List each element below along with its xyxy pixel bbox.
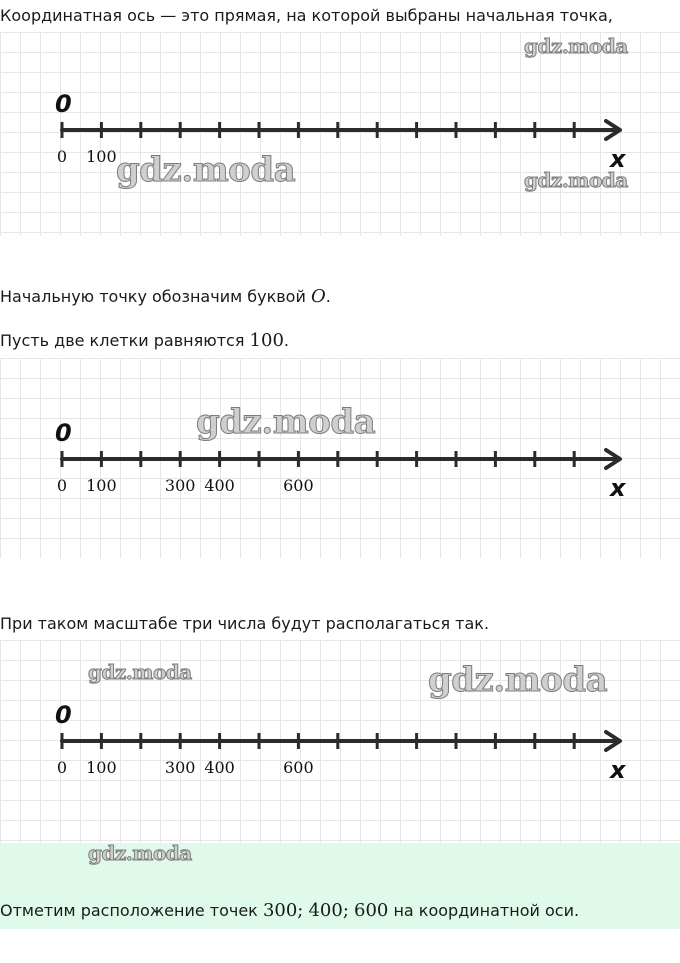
tick-label: 300 [164,758,196,777]
paragraph-text: Пусть две клетки равняются [0,331,245,350]
math-separator: ; [342,900,349,921]
watermark: gdz.moda [88,660,192,684]
watermark: gdz.moda [524,34,628,58]
watermark: gdz.moda [196,402,376,442]
paragraph-text: Начальную точку обозначим буквой [0,287,306,306]
watermark: gdz.moda [116,150,296,190]
paragraph-text: Отметим расположение точек [0,901,258,920]
watermark: gdz.moda [428,660,608,700]
tick-label: 100 [86,758,117,777]
watermark: gdz.moda [524,168,628,192]
punctuation: . [283,331,289,350]
tick-label: 600 [283,476,314,495]
math-letter-o: O [310,286,326,307]
axis-letter-x: x [610,474,626,502]
paragraph-origin [0,287,331,307]
math-number-300: 300 [262,900,298,921]
watermark: gdz.moda [88,841,192,865]
tick-label: 400 [204,758,235,777]
origin-label: 0 [55,419,72,447]
math-separator: ; [297,900,304,921]
tick-label: 0 [56,758,68,777]
coordinate-axis-diagram-3 [0,640,680,845]
answer-block [0,843,680,929]
tick-label: 300 [164,476,196,495]
punctuation: . [325,287,331,306]
paragraph-text: на координатной оси. [393,901,580,920]
axis-letter-x: x [610,756,626,784]
coordinate-axis-diagram-2 [0,358,680,558]
axis-letter-x: x [610,145,626,173]
paragraph-placement: При таком масштабе три числа будут располагаться так. [0,614,490,633]
axis-svg-1 [0,32,680,236]
tick-label: 100 [86,147,117,166]
coordinate-axis-diagram-1 [0,32,680,236]
origin-label: 0 [55,701,72,729]
origin-label: 0 [55,90,72,118]
tick-label: 100 [86,476,117,495]
math-number-100: 100 [249,330,284,351]
math-number-400: 400 [308,900,343,921]
paragraph-answer [0,901,579,921]
axis-svg-2 [0,358,680,558]
paragraph-scale [0,331,289,351]
tick-label: 0 [56,147,68,166]
paragraph-definition: Координатная ось — это прямая, на которой выбраны начальная точка, [0,6,613,25]
math-number-600: 600 [354,900,389,921]
tick-label: 400 [204,476,235,495]
tick-label: 600 [283,758,314,777]
tick-label: 0 [56,476,68,495]
